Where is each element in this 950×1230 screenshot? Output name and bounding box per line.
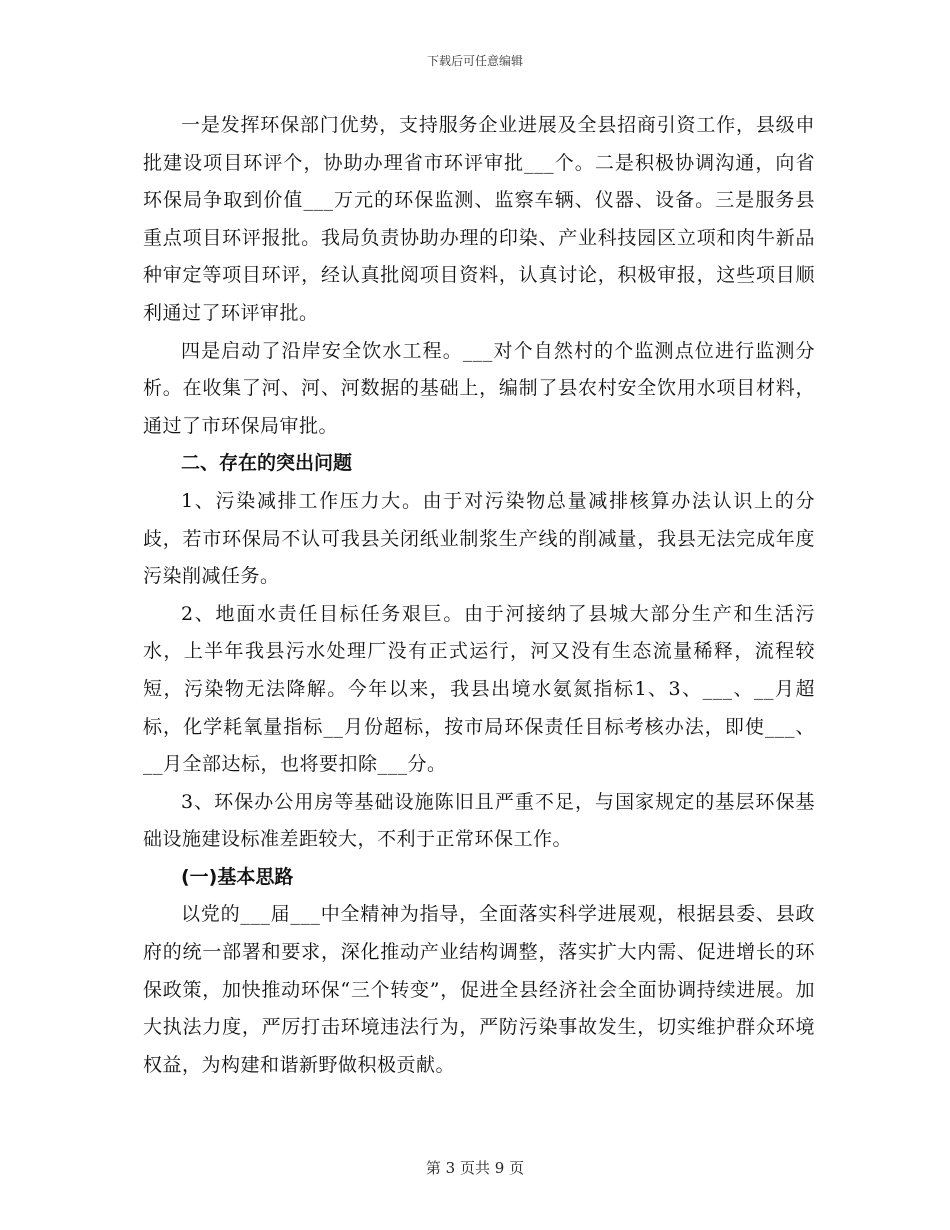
paragraph-service-enterprises: 一是发挥环保部门优势，支持服务企业进展及全县招商引资工作，县级申批建设项目环评个，协助办理省市环评审批___个。二是积极协调沟通，向省环保局争取到价值___万元的环保监测、监察车辆、仪器、设备。三是服务县重点项目环评报批。我局负责协助办理的印染、产业科技园区立项和肉牛新品种审定等项目环评，经认真批阅项目资料，认真讨论，积极审报，这些项目顺利通过了环评审批。	[143, 114, 815, 324]
paragraph-office-infrastructure: 3、环保办公用房等基础设施陈旧且严重不足，与国家规定的基层环保基础设施建设标准差距较大，不利于正常环保工作。	[143, 790, 815, 851]
page-header: 下载后可任意编辑	[426, 54, 523, 68]
paragraph-guiding-principles: 以党的___届___中全精神为指导，全面落实科学进展观，根据县委、县政府的统一部署和要求，深化推动产业结构调整，落实扩大内需、促进增长的环保政策，加快推动环保“三个转变”，促进全县经济社会全面协调持续进展。加大执法力度，严厉打击环境违法行为，严防污染事故发生，切实维护群众环境权益，为构建和谐新野做积极贡献。	[143, 903, 815, 1076]
page-number: 第 3 页共 9 页	[425, 1159, 525, 1177]
paragraph-emission-reduction: 1、污染减排工作压力大。由于对污染物总量减排核算办法认识上的分歧，若市环保局不认可我县关闭纸业制浆生产线的削减量，我县无法完成年度污染削减任务。	[143, 489, 815, 588]
paragraph-drinking-water-project: 四是启动了沿岸安全饮水工程。___对个自然村的个监测点位进行监测分析。在收集了河、河、河数据的基础上，编制了县农村安全饮用水项目材料，通过了市环保局审批。	[143, 339, 815, 437]
document-body	[143, 107, 815, 1084]
section-heading-problems: 二、存在的突出问题	[181, 452, 353, 475]
paragraph-surface-water-targets: 2、地面水责任目标任务艰巨。由于河接纳了县城大部分生产和生活污水，上半年我县污水处理厂没有正式运行，河又没有生态流量稀释，流程较短，污染物无法降解。今年以来，我县出境水氨氮指标1、3、___、__月超标，化学耗氧量指标__月份超标，按市局环保责任目标考核办法，即使___、__月全部达标，也将要扣除___分。	[143, 602, 815, 776]
section-heading-basic-approach: (一)基本思路	[181, 865, 294, 888]
